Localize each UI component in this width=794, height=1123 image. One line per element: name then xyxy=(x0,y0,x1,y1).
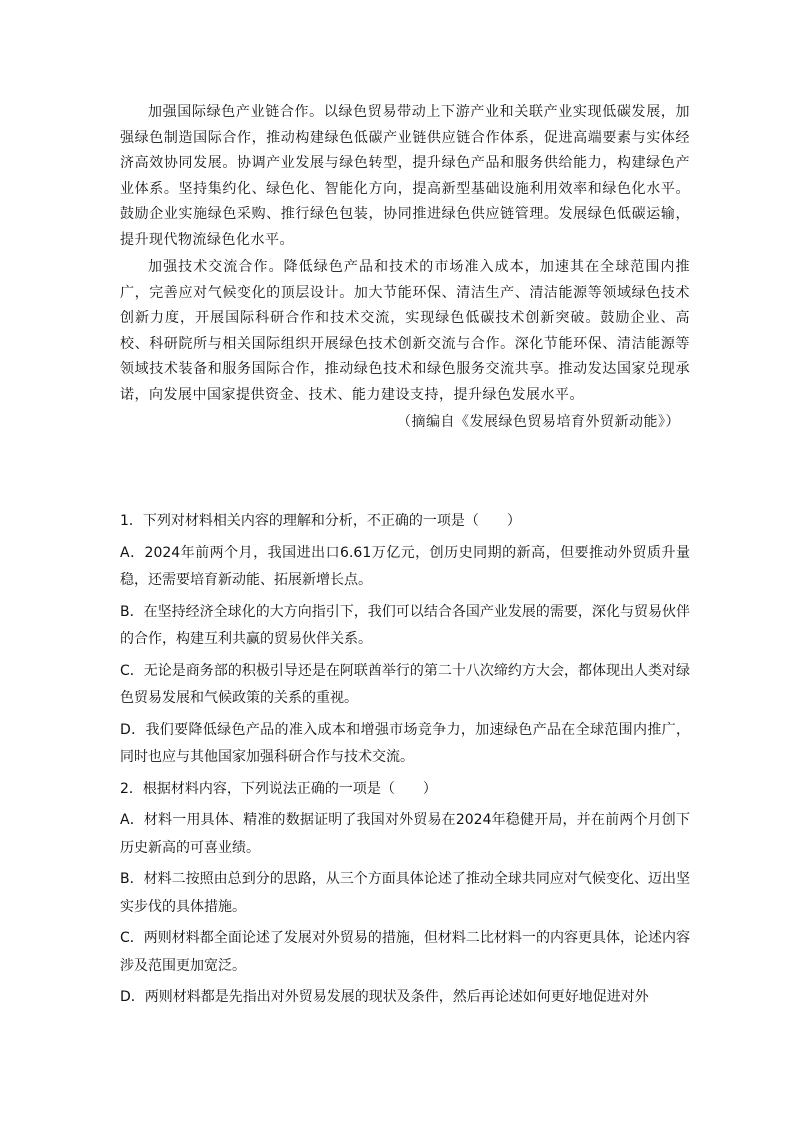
question-list xyxy=(120,508,690,1016)
question-1-option-c: C．无论是商务部的积极引导还是在阿联酋举行的第二十八次缔约方大会，都体现出人类对绿色贸易发展和气候政策的关系的重视。 xyxy=(120,662,690,706)
question-1-option-d: D．我们要降低绿色产品的准入成本和增强市场竞争力，加速绿色产品在全球范围内推广，同时也应与其他国家加强科研合作与技术交流。 xyxy=(120,721,690,765)
question-1-option-b: B．在坚持经济全球化的大方向指引下，我们可以结合各国产业发展的需要，深化与贸易伙伴的合作，构建互利共赢的贸易伙伴关系。 xyxy=(120,603,690,647)
passage-paragraph-2: 加强技术交流合作。降低绿色产品和技术的市场准入成本，加速其在全球范围内推广，完善应对气候变化的顶层设计。加大节能环保、清洁生产、清洁能源等领域绿色技术创新力度，开展国际科研合作和技术交流，实现绿色低碳技术创新突破。鼓励企业、高校、科研院所与相关国际组织开展绿色技术创新交流与合作。深化节能环保、清洁能源等领域技术装备和服务国际合作，推动绿色技术和绿色服务交流共享。推动发达国家兑现承诺，向发展中国家提供资金、技术、能力建设支持，提升绿色发展水平。 xyxy=(120,259,690,403)
question-2-option-d: D．两则材料都是先指出对外贸易发展的现状及条件，然后再论述如何更好地促进对外 xyxy=(120,989,649,1005)
question-1 xyxy=(120,508,690,772)
question-1-option-a: A．2024年前两个月，我国进出口6.61万亿元，创历史同期的新高，但要推动外贸质升量稳，还需要培育新动能、拓展新增长点。 xyxy=(120,544,690,588)
reading-passage xyxy=(120,100,690,436)
question-2-option-b: B．材料二按照由总到分的思路，从三个方面具体论述了推动全球共同应对气候变化、迈出坚实步伐的具体措施。 xyxy=(120,871,690,915)
passage-source: （摘编自《发展绿色贸易培育外贸新动能》） xyxy=(397,414,680,430)
question-1-stem: 1．下列对材料相关内容的理解和分析，不正确的一项是（ ） xyxy=(120,513,521,529)
question-2-stem: 2．根据材料内容，下列说法正确的一项是（ ） xyxy=(120,780,437,797)
passage-paragraph-1: 加强国际绿色产业链合作。以绿色贸易带动上下游产业和关联产业实现低碳发展，加强绿色制造国际合作，推动构建绿色低碳产业链供应链合作体系，促进高端要素与实体经济高效协同发展。协调产业发展与绿色转型，提升绿色产品和服务供给能力，构建绿色产业体系。坚持集约化、绿色化、智能化方向，提高新型基础设施利用效率和绿色化水平。鼓励企业实施绿色采购、推行绿色包装，协同推进绿色供应链管理。发展绿色低碳运输，提升现代物流绿色化水平。 xyxy=(120,104,690,248)
question-2-option-a: A．材料一用具体、精准的数据证明了我国对外贸易在2024年稳健开局，并在前两个月创下历史新高的可喜业绩。 xyxy=(120,812,690,856)
question-2-option-c: C．两则材料都全面论述了发展对外贸易的措施，但材料二比材料一的内容更具体，论述内容涉及范围更加宽泛。 xyxy=(120,930,690,974)
question-2 xyxy=(120,776,690,1012)
